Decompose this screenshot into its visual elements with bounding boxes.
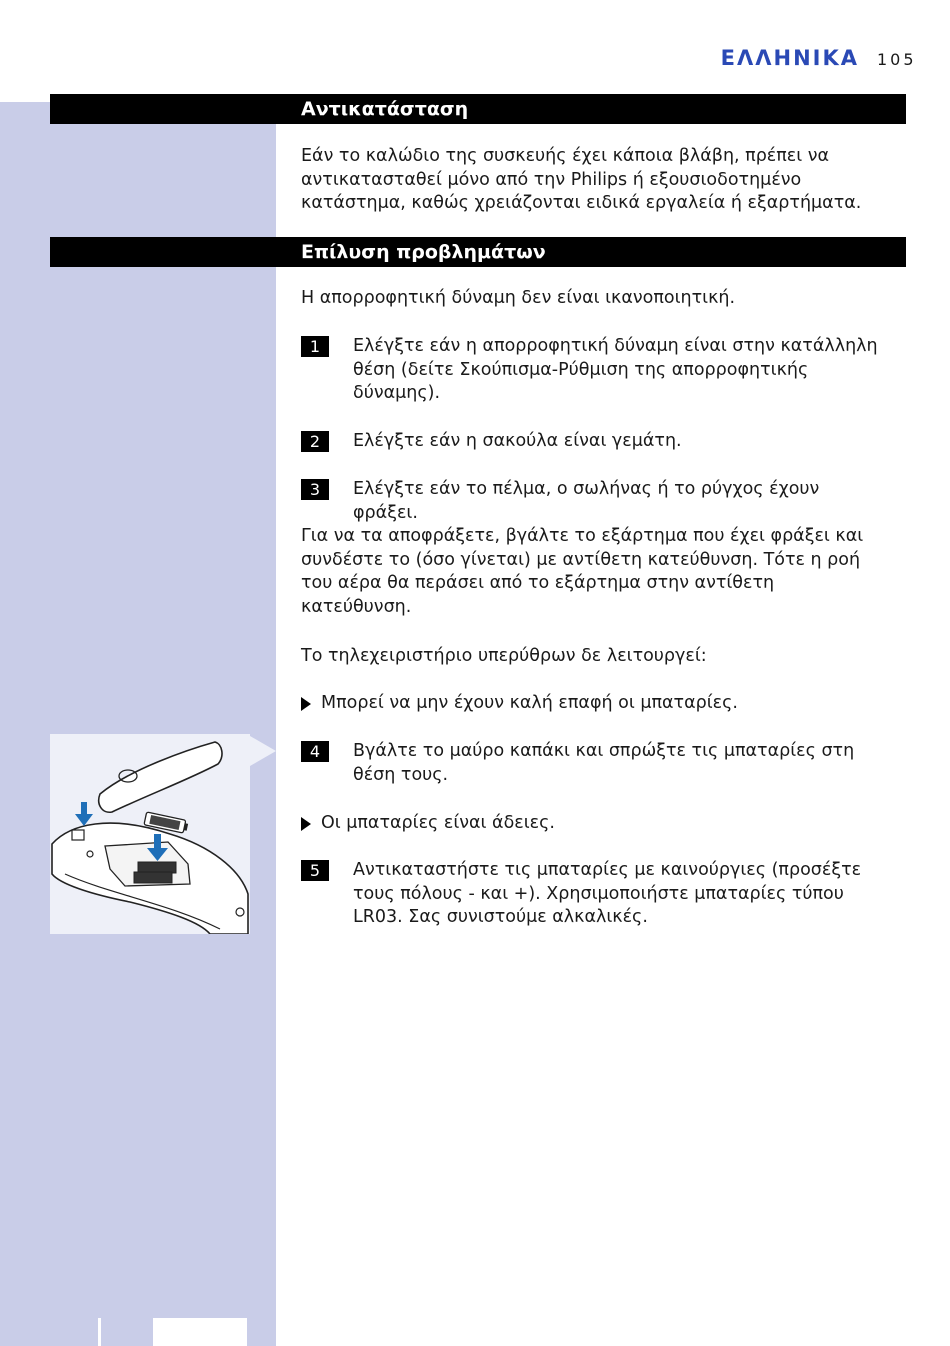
step-number-badge: 3 [301,479,329,500]
text-line: θέση τους. [353,764,449,785]
step-number-badge: 5 [301,860,329,881]
problem-heading-suction: Η απορροφητική δύναμη δεν είναι ικανοποιητική. [301,288,736,308]
illustration-pointer [250,736,276,766]
text-line: αντικατασταθεί μόνο από την Philips ή εξουσιοδοτημένο [301,169,802,190]
bullet-text: Μπορεί να μην έχουν καλή επαφή οι μπαταρίες. [321,693,738,713]
text-line: φράξει. [353,502,418,523]
sidebar-footer-line [98,1318,101,1346]
text-line: Βγάλτε το μαύρο καπάκι και σπρώξτε τις μπαταρίες στη [353,741,855,761]
step-number-badge: 4 [301,741,329,762]
bullet-arrow-icon [301,817,311,831]
text-line: θέση (δείτε Σκούπισμα-Ρύθμιση της απορροφητικής [353,359,809,380]
section-bar-replacement [50,94,906,124]
replacement-paragraph [301,145,901,216]
text-line: του αέρα θα περάσει από το εξάρτημα στην αντίθετη [301,573,775,593]
text-line: κατεύθυνση. [301,596,412,617]
step-number-badge: 2 [301,431,329,452]
text-line: Ελέγξτε εάν η σακούλα είναι γεμάτη. [353,431,682,451]
remote-battery-illustration [50,734,250,934]
step-text [353,335,901,406]
step-text [353,740,901,787]
text-line: Για να τα αποφράξετε, βγάλτε το εξάρτημα που έχει φράξει και [301,526,864,546]
page-number: 105 [877,50,917,69]
remote-control-drawing [50,734,250,934]
text-line: δύναμης). [353,383,441,403]
text-line: κατάστημα, καθώς χρειάζονται ειδικά εργαλεία ή εξαρτήματα. [301,193,862,213]
bullet-text: Οι μπαταρίες είναι άδειες. [321,813,555,833]
sidebar-panel [0,102,276,1346]
text-line: Εάν το καλώδιο της συσκευής έχει κάποια βλάβη, πρέπει να [301,146,830,166]
text-line: Ελέγξτε εάν το πέλμα, ο σωλήνας ή το ρύγχος έχουν [353,479,820,499]
step-text [353,430,901,454]
language-header: ΕΛΛΗΝΙΚΑ [720,46,859,70]
text-line: τους πόλους - και +). Χρησιμοποιήστε μπαταρίες τύπου [353,883,844,904]
text-line: Ελέγξτε εάν η απορροφητική δύναμη είναι στην κατάλληλη [353,336,878,356]
sidebar-footer-strip [153,1318,247,1346]
step-text [353,859,901,930]
section-title-troubleshooting: Επίλυση προβλημάτων [301,241,546,263]
step-text [353,478,901,525]
unblock-paragraph [301,525,906,619]
step-number-badge: 1 [301,336,329,357]
text-line: LR03. Σας συνιστούμε αλκαλικές. [353,907,648,927]
arrow-down-icon [75,802,93,826]
text-line: συνδέστε το (όσο γίνεται) με αντίθετη κατεύθυνση. Τότε η ροή [301,549,861,570]
text-line: Αντικαταστήστε τις μπαταρίες με καινούργιες (προσέξτε [353,860,862,880]
problem-heading-remote: Το τηλεχειριστήριο υπερύθρων δε λειτουργεί: [301,646,707,666]
bullet-arrow-icon [301,697,311,711]
section-title-replacement: Αντικατάσταση [301,98,469,120]
